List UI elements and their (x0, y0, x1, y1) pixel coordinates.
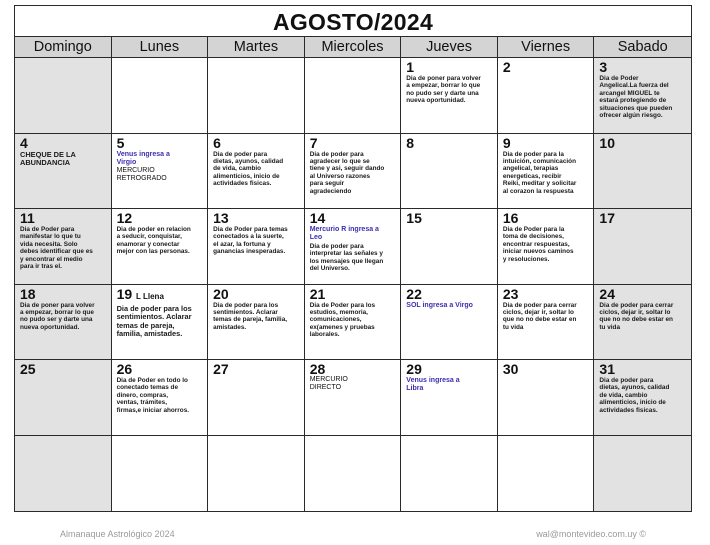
day-description: Dia de poder para agradecer lo que se tiene y asi, seguir dando al Universo razones para seguir agradeciendo (309, 150, 385, 195)
empty-day-cell (498, 436, 595, 512)
empty-day-cell (208, 58, 305, 134)
day-cell-19 (112, 285, 209, 361)
moon-phase-label: L Llena (136, 291, 164, 301)
day-number-value: 22 (406, 285, 422, 302)
day-number (213, 362, 301, 376)
day-number (310, 211, 398, 225)
day-number-value: 11 (20, 210, 35, 226)
day-cell-8 (401, 134, 498, 210)
day-number-value: 6 (213, 134, 221, 151)
day-number (406, 136, 494, 150)
day-cell-12 (112, 209, 209, 285)
day-number (599, 136, 688, 150)
day-description: Dia de poder para dietas, ayunos, calidad de vida, cambio alimenticios, inicio de actividades fisicas. (213, 150, 284, 188)
weekday-wednesday: Miercoles (305, 37, 402, 58)
day-number (406, 287, 494, 301)
day-number (503, 211, 591, 225)
planetary-transit-note: Venus ingresa a Libra (406, 377, 460, 392)
day-cell-30 (498, 360, 595, 436)
day-number (117, 362, 205, 376)
day-number-value: 18 (20, 285, 36, 302)
planetary-transit-note: SOL ingresa a Virgo (406, 301, 473, 309)
day-description: Dia de poner para volver a empezar, borrar lo que no pudo ser y darte una nueva oportunidad. (406, 75, 481, 105)
day-number-value: 31 (599, 361, 615, 377)
footer-email: wal@montevideo.com.uy © (536, 529, 646, 539)
day-cell-23 (498, 285, 595, 361)
day-description: Dia de poder para los sentimientos. Aclarar temas de pareja, familia, amistades. (213, 301, 288, 331)
day-number-value: 30 (502, 361, 519, 377)
day-cell-13 (208, 209, 305, 285)
day-description: Dia de Poder para los estudios, memoria, comunicaciones, ex(amenes y pruebas laborales. (309, 301, 376, 339)
day-number-value: 7 (309, 134, 318, 151)
planetary-transit-note: Mercurio R ingresa a Leo (309, 226, 379, 241)
day-number-value: 14 (309, 210, 326, 226)
weekday-monday: Lunes (112, 37, 209, 58)
empty-day-cell (15, 58, 112, 134)
day-number-value: 1 (406, 59, 415, 75)
day-number (599, 60, 688, 74)
day-description: Dia de poder para cerrar ciclos, dejar ir, soltar lo que no no debe estar en tu vida (599, 301, 674, 331)
day-number (213, 211, 301, 225)
day-number-value: 16 (502, 210, 519, 226)
day-cell-22 (401, 285, 498, 361)
day-description: Dia de poder para dietas, ayunos, calidad de vida, cambio alimenticios, inicio de actividades fisicas. (599, 377, 670, 414)
day-number-value: 21 (309, 285, 326, 302)
day-cell-3 (594, 58, 691, 134)
day-cell-6 (208, 134, 305, 210)
mercury-status-note: MERCURIO DIRECTO (309, 376, 348, 391)
day-cell-5 (112, 134, 209, 210)
mercury-status-note: MERCURIO RETROGRADO (116, 166, 167, 182)
day-number (20, 362, 108, 376)
day-number-value: 26 (116, 361, 133, 377)
day-number (213, 136, 301, 150)
day-number-value: 23 (502, 285, 519, 302)
day-description: Dia de Poder para manifestar lo que tu vida necesita. Solo debes identificar que es y encontrar el medio para ir tras el. (20, 226, 93, 271)
day-cell-9 (498, 134, 595, 210)
day-cell-17 (594, 209, 691, 285)
day-description: Dia de Poder en todo lo conectado temas de dinero, compras, ventas, trámites, firmas,e iniciar ahorros. (116, 377, 190, 414)
day-number-value: 24 (599, 285, 615, 302)
day-cell-16 (498, 209, 595, 285)
empty-day-cell (305, 436, 402, 512)
day-description: Dia de poder para interpretar las señales y los mensajes que llegan del Universo. (309, 243, 384, 273)
day-cell-2 (498, 58, 595, 134)
footer-almanac-label: Almanaque Astrológico 2024 (60, 529, 175, 539)
day-cell-24 (594, 285, 691, 361)
empty-day-cell (305, 58, 402, 134)
day-number (20, 136, 108, 150)
day-cell-31 (594, 360, 691, 436)
day-number (310, 287, 398, 301)
day-cell-15 (401, 209, 498, 285)
day-number (406, 362, 494, 376)
day-number-value: 9 (502, 134, 511, 151)
day-cell-27 (208, 360, 305, 436)
day-grid (15, 58, 691, 511)
day-number (406, 60, 494, 74)
day-description: Dia de Poder para temas conectados a la suerte, el azar, la fortuna y ganancias inesperadas. (213, 226, 288, 256)
weekday-friday: Viernes (498, 37, 595, 58)
day-number (599, 362, 688, 376)
day-number-value: 5 (116, 134, 125, 151)
day-cell-10 (594, 134, 691, 210)
day-number (117, 136, 205, 150)
weekday-header (15, 37, 691, 58)
calendar-title: AGOSTO/2024 (15, 6, 691, 37)
day-cell-4 (15, 134, 112, 210)
day-number (503, 136, 591, 150)
day-number-value: 15 (406, 210, 422, 226)
weekday-saturday: Sabado (594, 37, 691, 58)
day-number-value: 8 (406, 134, 415, 151)
day-number (117, 211, 205, 225)
day-number (599, 211, 688, 225)
empty-day-cell (15, 436, 112, 512)
empty-day-cell (401, 436, 498, 512)
empty-day-cell (208, 436, 305, 512)
day-number (406, 211, 494, 225)
day-number (599, 287, 688, 301)
weekday-thursday: Jueves (401, 37, 498, 58)
day-number (20, 211, 108, 225)
day-number-value: 28 (309, 361, 326, 377)
day-number (117, 287, 205, 304)
day-number-value: 19 (116, 285, 133, 302)
day-cell-29 (401, 360, 498, 436)
calendar (14, 5, 692, 512)
day-number-value: 17 (599, 210, 615, 226)
empty-day-cell (112, 58, 209, 134)
day-cell-14 (305, 209, 402, 285)
day-cell-28 (305, 360, 402, 436)
day-cell-18 (15, 285, 112, 361)
day-cell-25 (15, 360, 112, 436)
day-number-value: 2 (502, 59, 511, 75)
day-cell-1 (401, 58, 498, 134)
day-number-value: 3 (599, 59, 608, 75)
day-number (20, 287, 108, 301)
day-number (503, 287, 591, 301)
day-number-value: 29 (406, 361, 422, 377)
day-cell-7 (305, 134, 402, 210)
day-description: Dia de poder para cerrar ciclos, dejar ir, soltar lo que no no debe estar en tu vida (502, 301, 577, 331)
day-number (503, 362, 591, 376)
day-description: Dia de poder para la intuición, comunicación angelical, terapias energeticas, recibir Reiki, meditar y solicitar al corazon la respuesta (502, 150, 577, 195)
day-number-value: 25 (20, 361, 36, 377)
day-cell-26 (112, 360, 209, 436)
day-number-value: 4 (20, 134, 28, 151)
day-number-value: 10 (599, 134, 615, 151)
day-number-value: 27 (213, 361, 229, 377)
day-number (213, 287, 301, 301)
day-number-value: 13 (213, 210, 229, 226)
day-description: Dia de poner para volver a empezar, borrar lo que no pudo ser y darte una nueva oportunidad. (20, 301, 95, 331)
day-cell-21 (305, 285, 402, 361)
day-cell-20 (208, 285, 305, 361)
day-description: Dia de poder para los sentimientos. Aclarar temas de pareja, familia, amistades. (116, 303, 192, 339)
day-number (310, 362, 398, 376)
day-description: Dia de poder en relacion a seducir, conquistar, enamorar y conectar mejor con las personas. (116, 226, 191, 256)
empty-day-cell (594, 436, 691, 512)
weekday-sunday: Domingo (15, 37, 112, 58)
day-description: CHEQUE DE LA ABUNDANCIA (20, 149, 76, 168)
empty-day-cell (112, 436, 209, 512)
day-number (310, 136, 398, 150)
day-description: Dia de Poder Angelical.La fuerza del arcangel MIGUEL te estará protegiendo de situaciones que pueden ofrecer algún riesgo. (599, 75, 673, 120)
day-cell-11 (15, 209, 112, 285)
planetary-transit-note: Venus ingresa a Virgio (116, 150, 170, 166)
day-number-value: 20 (213, 285, 229, 302)
weekday-tuesday: Martes (208, 37, 305, 58)
day-description: Dia de Poder para la toma de decisiones, encontrar respuestas, iniciar nuevos caminos y resoluciones. (502, 226, 574, 263)
day-number-value: 12 (116, 210, 133, 226)
day-number (503, 60, 591, 74)
